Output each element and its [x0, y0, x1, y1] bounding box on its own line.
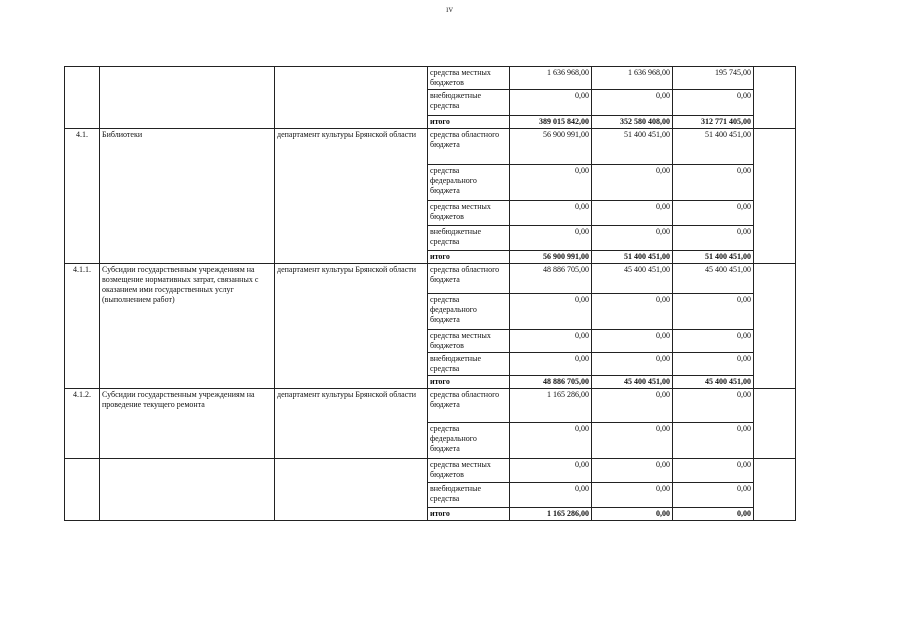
value-year-1: 0,00 [510, 90, 592, 116]
value-year-2: 51 400 451,00 [592, 129, 673, 165]
funding-source: средства федерального бюджета [428, 294, 510, 330]
value-year-2: 0,00 [592, 201, 673, 226]
value-year-2: 45 400 451,00 [592, 376, 673, 389]
funding-source: итого [428, 116, 510, 129]
value-year-3: 195 745,00 [673, 67, 754, 90]
value-year-1: 0,00 [510, 201, 592, 226]
value-year-2: 0,00 [592, 294, 673, 330]
item-number: 4.1.1. [65, 264, 100, 389]
empty-cell [754, 264, 796, 389]
item-executor: департамент культуры Брянской области [275, 389, 428, 459]
value-year-3: 0,00 [673, 330, 754, 353]
table-row [65, 459, 796, 483]
funding-source: внебюджетные средства [428, 226, 510, 251]
value-year-2: 45 400 451,00 [592, 264, 673, 294]
item-name: Субсидии государственным учреждениям на проведение текущего ремонта [100, 389, 275, 459]
item-name: Библиотеки [100, 129, 275, 264]
value-year-3: 0,00 [673, 90, 754, 116]
value-year-3: 0,00 [673, 508, 754, 521]
budget-table [64, 66, 796, 521]
value-year-2: 1 636 968,00 [592, 67, 673, 90]
table-row [65, 264, 796, 294]
empty-cell [65, 459, 100, 521]
value-year-2: 0,00 [592, 226, 673, 251]
value-year-1: 0,00 [510, 483, 592, 508]
value-year-2: 0,00 [592, 353, 673, 376]
funding-source: внебюджетные средства [428, 90, 510, 116]
value-year-1: 0,00 [510, 226, 592, 251]
page-number-mark: ıv [446, 4, 454, 14]
value-year-1: 0,00 [510, 459, 592, 483]
value-year-2: 0,00 [592, 165, 673, 201]
value-year-3: 0,00 [673, 423, 754, 459]
funding-source: итого [428, 376, 510, 389]
funding-source: средства местных бюджетов [428, 201, 510, 226]
table-row [65, 129, 796, 165]
funding-source: внебюджетные средства [428, 353, 510, 376]
value-year-1: 56 900 991,00 [510, 251, 592, 264]
value-year-3: 45 400 451,00 [673, 376, 754, 389]
item-name: Субсидии государственным учреждениям на возмещение нормативных затрат, связанных с оказанием ими государственных услуг (выполнением работ) [100, 264, 275, 389]
value-year-3: 51 400 451,00 [673, 129, 754, 165]
value-year-1: 1 165 286,00 [510, 508, 592, 521]
value-year-2: 0,00 [592, 459, 673, 483]
value-year-1: 48 886 705,00 [510, 264, 592, 294]
value-year-2: 352 580 408,00 [592, 116, 673, 129]
value-year-1: 1 636 968,00 [510, 67, 592, 90]
empty-cell [100, 459, 275, 521]
value-year-3: 45 400 451,00 [673, 264, 754, 294]
value-year-1: 1 165 286,00 [510, 389, 592, 423]
empty-cell [754, 129, 796, 264]
value-year-1: 0,00 [510, 165, 592, 201]
funding-source: итого [428, 251, 510, 264]
funding-source: средства областного бюджета [428, 264, 510, 294]
funding-source: средства местных бюджетов [428, 67, 510, 90]
value-year-3: 51 400 451,00 [673, 251, 754, 264]
value-year-3: 0,00 [673, 483, 754, 508]
value-year-1: 0,00 [510, 353, 592, 376]
table-row [65, 389, 796, 423]
value-year-2: 0,00 [592, 389, 673, 423]
item-executor: департамент культуры Брянской области [275, 264, 428, 389]
empty-cell [275, 459, 428, 521]
value-year-3: 0,00 [673, 353, 754, 376]
value-year-2: 0,00 [592, 508, 673, 521]
value-year-2: 0,00 [592, 423, 673, 459]
funding-source: итого [428, 508, 510, 521]
empty-cell [754, 459, 796, 521]
item-executor: департамент культуры Брянской области [275, 129, 428, 264]
value-year-3: 0,00 [673, 201, 754, 226]
funding-source: средства областного бюджета [428, 129, 510, 165]
funding-source: средства местных бюджетов [428, 459, 510, 483]
value-year-2: 0,00 [592, 330, 673, 353]
empty-cell [754, 389, 796, 459]
value-year-2: 0,00 [592, 90, 673, 116]
funding-source: средства федерального бюджета [428, 165, 510, 201]
value-year-3: 0,00 [673, 294, 754, 330]
value-year-1: 56 900 991,00 [510, 129, 592, 165]
funding-source: внебюджетные средства [428, 483, 510, 508]
value-year-3: 312 771 405,00 [673, 116, 754, 129]
value-year-3: 0,00 [673, 459, 754, 483]
funding-source: средства областного бюджета [428, 389, 510, 423]
funding-source: средства федерального бюджета [428, 423, 510, 459]
item-number: 4.1.2. [65, 389, 100, 459]
table-row [65, 67, 796, 90]
value-year-3: 0,00 [673, 165, 754, 201]
value-year-3: 0,00 [673, 389, 754, 423]
item-executor [275, 67, 428, 129]
funding-source: средства местных бюджетов [428, 330, 510, 353]
value-year-1: 0,00 [510, 294, 592, 330]
value-year-1: 0,00 [510, 423, 592, 459]
item-number: 4.1. [65, 129, 100, 264]
value-year-2: 51 400 451,00 [592, 251, 673, 264]
empty-cell [754, 67, 796, 129]
item-number [65, 67, 100, 129]
value-year-1: 48 886 705,00 [510, 376, 592, 389]
value-year-2: 0,00 [592, 483, 673, 508]
value-year-3: 0,00 [673, 226, 754, 251]
item-name [100, 67, 275, 129]
value-year-1: 389 015 842,00 [510, 116, 592, 129]
value-year-1: 0,00 [510, 330, 592, 353]
